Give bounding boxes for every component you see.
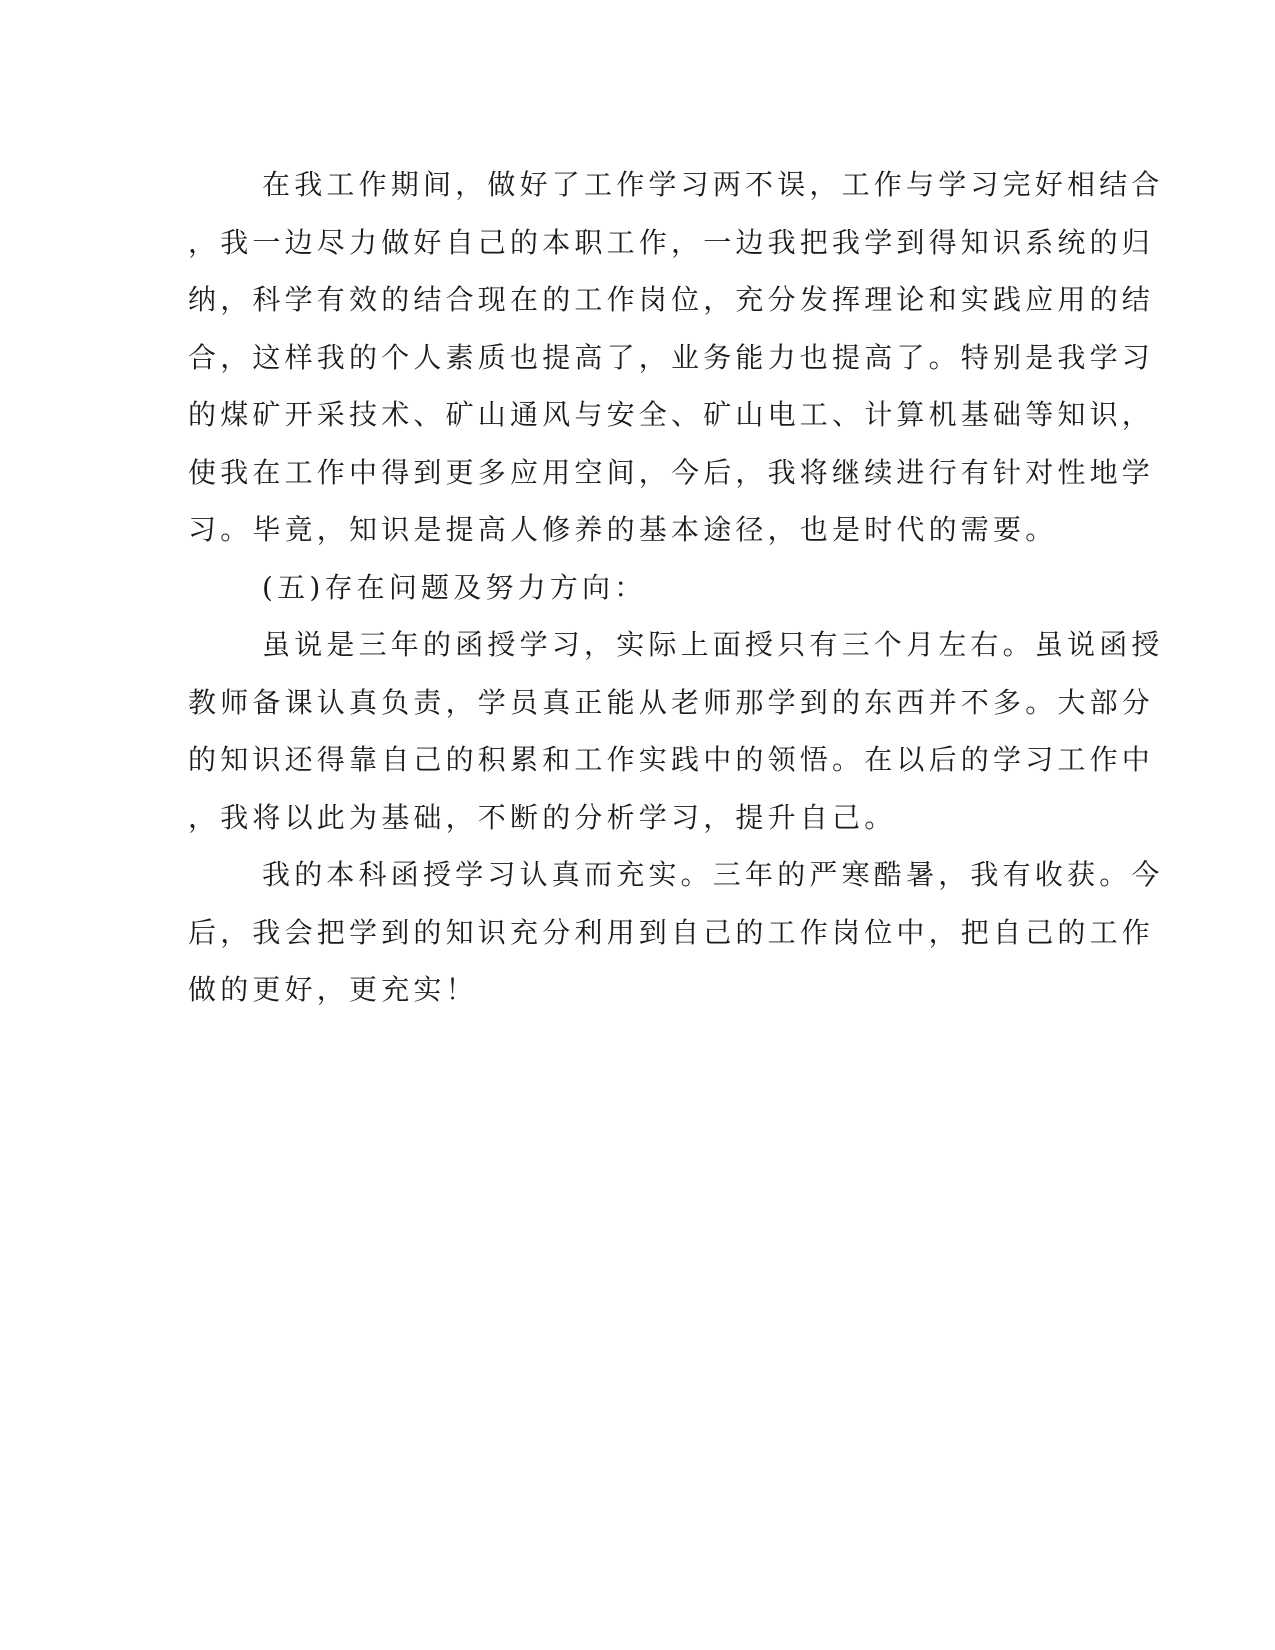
paragraph-line: 虽说是三年的函授学习，实际上面授只有三个月左右。虽说函授 — [262, 628, 1164, 661]
paragraph-line: 在我工作期间，做好了工作学习两不误，工作与学习完好相结合 — [262, 168, 1164, 201]
paragraph-line: 纳，科学有效的结合现在的工作岗位，充分发挥理论和实践应用的结 — [188, 283, 1155, 316]
paragraph-line: 使我在工作中得到更多应用空间，今后，我将继续进行有针对性地学 — [188, 455, 1155, 489]
document-body — [188, 156, 1164, 1019]
paragraph-line: 做的更好，更充实！ — [188, 973, 478, 1006]
paragraph-line: ，我一边尽力做好自己的本职工作，一边我把我学到得知识系统的归 — [188, 225, 1155, 259]
paragraph-line: 我的本科函授学习认真而充实。三年的严寒酷暑，我有收获。今 — [262, 858, 1164, 891]
paragraph-line: 后，我会把学到的知识充分利用到自己的工作岗位中，把自己的工作 — [188, 915, 1155, 949]
paragraph-line: 的知识还得靠自己的积累和工作实践中的领悟。在以后的学习工作中 — [188, 743, 1155, 776]
paragraph-line: 习。毕竟，知识是提高人修养的基本途径，也是时代的需要。 — [188, 513, 1058, 546]
paragraph-line: 的煤矿开采技术、矿山通风与安全、矿山电工、计算机基础等知识， — [188, 398, 1155, 431]
paragraph-line: 合，这样我的个人素质也提高了，业务能力也提高了。特别是我学习 — [188, 340, 1155, 374]
paragraph-line: 教师备课认真负责，学员真正能从老师那学到的东西并不多。大部分 — [188, 685, 1155, 719]
paragraph-line: ，我将以此为基础，不断的分析学习，提升自己。 — [188, 800, 897, 834]
section-heading: (五)存在问题及努力方向： — [262, 570, 647, 604]
